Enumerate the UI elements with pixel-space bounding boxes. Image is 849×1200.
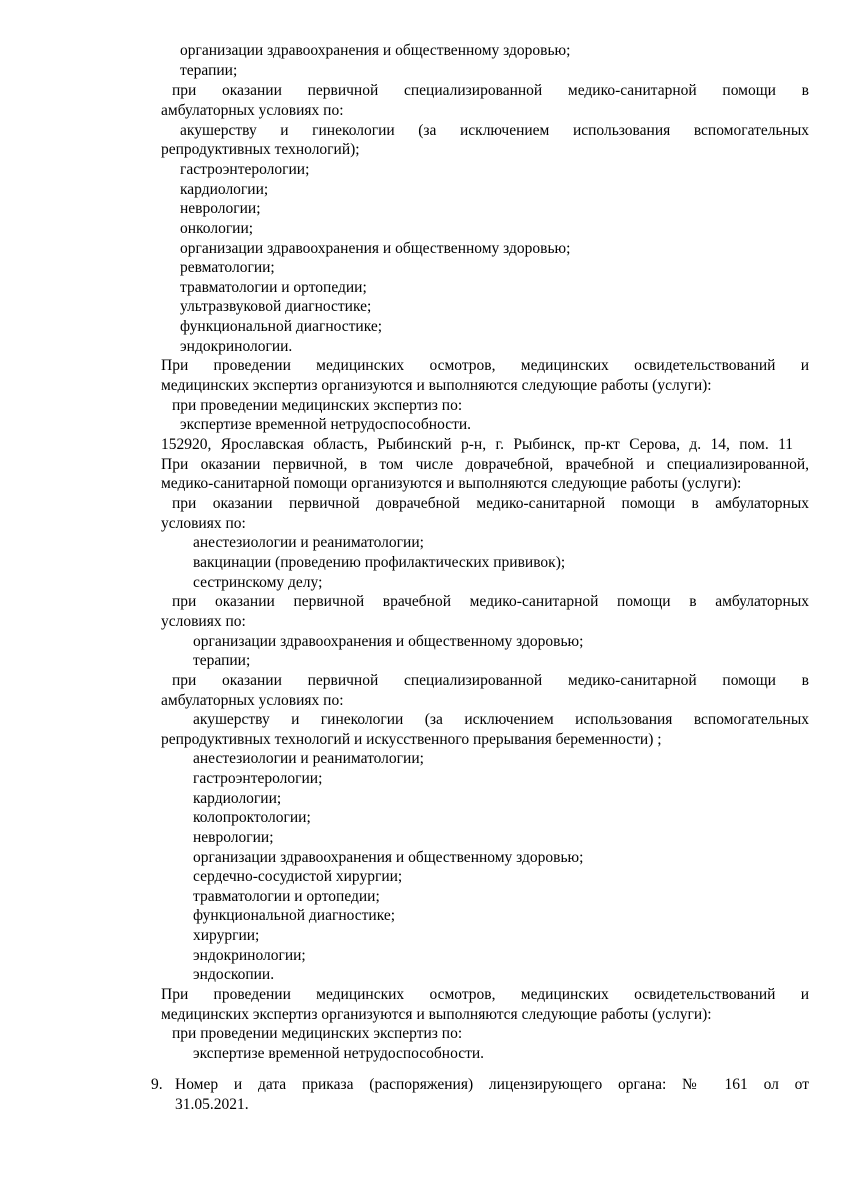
- text-line: неврологии;: [180, 200, 261, 217]
- text-line: акушерству и гинекологии (за исключением использования вспомогательных: [193, 711, 809, 728]
- item-9-number: 9.: [151, 1076, 163, 1093]
- text-line: экспертизе временной нетрудоспособности.: [180, 416, 472, 433]
- text-line: гастроэнтерологии;: [180, 161, 310, 178]
- text-line: онкологии;: [180, 220, 254, 237]
- text-line: функциональной диагностике;: [193, 907, 396, 924]
- text-line: амбулаторных условиях по:: [161, 692, 344, 709]
- text-line: при оказании первичной специализированной медико-санитарной помощи в: [172, 82, 809, 99]
- text-line: при проведении медицинских экспертиз по:: [172, 397, 463, 414]
- item-9-date: 31.05.2021.: [175, 1096, 249, 1113]
- text-line: условиях по:: [161, 515, 246, 532]
- text-line: ревматологии;: [180, 259, 275, 276]
- text-line: амбулаторных условиях по:: [161, 102, 344, 119]
- text-line: анестезиологии и реаниматологии;: [193, 534, 424, 551]
- text-line: экспертизе временной нетрудоспособности.: [193, 1045, 485, 1062]
- text-line: при оказании первичной доврачебной медико-санитарной помощи в амбулаторных: [172, 495, 809, 512]
- text-line: При проведении медицинских осмотров, медицинских освидетельствований и: [161, 986, 809, 1003]
- text-line: вакцинации (проведению профилактических прививок);: [193, 554, 566, 571]
- text-line: травматологии и ортопедии;: [180, 279, 367, 296]
- text-line: эндоскопии.: [193, 966, 275, 983]
- text-line: хирургии;: [193, 927, 260, 944]
- text-line: организации здравоохранения и общественному здоровью;: [193, 849, 584, 866]
- text-line: медицинских экспертиз организуются и выполняются следующие работы (услуги):: [161, 1006, 712, 1023]
- text-line: При проведении медицинских осмотров, медицинских освидетельствований и: [161, 357, 809, 374]
- text-line: терапии;: [180, 62, 238, 79]
- text-line: при проведении медицинских экспертиз по:: [172, 1025, 463, 1042]
- text-line: при оказании первичной специализированной медико-санитарной помощи в: [172, 672, 809, 689]
- text-line: неврологии;: [193, 829, 274, 846]
- text-line: репродуктивных технологий и искусственного прерывания беременности) ;: [161, 731, 662, 748]
- text-line: колопроктологии;: [193, 809, 311, 826]
- text-line: гастроэнтерологии;: [193, 770, 323, 787]
- text-line: организации здравоохранения и общественному здоровью;: [193, 633, 584, 650]
- text-line: организации здравоохранения и общественному здоровью;: [180, 240, 571, 257]
- text-line: при оказании первичной врачебной медико-санитарной помощи в амбулаторных: [172, 593, 809, 610]
- text-line: репродуктивных технологий);: [161, 141, 360, 158]
- text-line: функциональной диагностике;: [180, 318, 383, 335]
- text-line: медико-санитарной помощи организуются и выполняются следующие работы (услуги):: [161, 475, 742, 492]
- text-line: При оказании первичной, в том числе доврачебной, врачебной и специализированной,: [161, 456, 809, 473]
- text-line: медицинских экспертиз организуются и выполняются следующие работы (услуги):: [161, 377, 712, 394]
- address-line: 152920, Ярославская область, Рыбинский р-н, г. Рыбинск, пр-кт Серова, д. 14, пом. 11: [161, 436, 793, 453]
- text-line: кардиологии;: [180, 181, 269, 198]
- text-line: акушерству и гинекологии (за исключением использования вспомогательных: [180, 122, 809, 139]
- text-line: терапии;: [193, 652, 251, 669]
- text-line: организации здравоохранения и общественному здоровью;: [180, 42, 571, 59]
- text-line: сестринскому делу;: [193, 574, 323, 591]
- item-9-text: Номер и дата приказа (распоряжения) лицензирующего органа: № 161 ол от: [175, 1076, 809, 1093]
- text-line: эндокринологии.: [180, 338, 293, 355]
- text-line: кардиологии;: [193, 790, 282, 807]
- text-line: условиях по:: [161, 613, 246, 630]
- text-line: травматологии и ортопедии;: [193, 888, 380, 905]
- text-line: анестезиологии и реаниматологии;: [193, 750, 424, 767]
- text-line: ультразвуковой диагностике;: [180, 298, 372, 315]
- text-line: эндокринологии;: [193, 947, 306, 964]
- text-line: сердечно-сосудистой хирургии;: [193, 868, 403, 885]
